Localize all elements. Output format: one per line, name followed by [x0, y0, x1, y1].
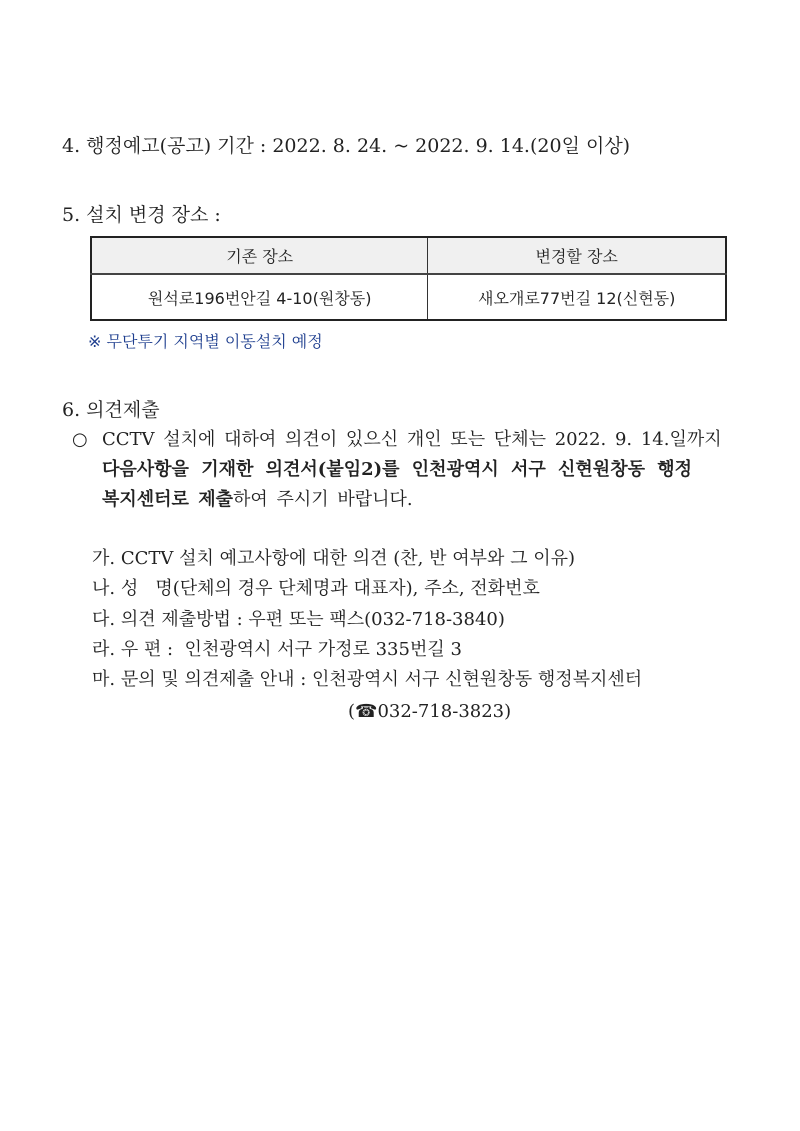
item-na: 나. 성 명(단체의 경우 단체명과 대표자), 주소, 전화번호: [92, 578, 540, 599]
para-line-3: [102, 488, 413, 512]
table-header-row: [91, 237, 726, 274]
para-line-3-bold: 복지센터로 제출: [102, 489, 233, 510]
contact-phone: (☎032-718-3823): [348, 701, 512, 722]
item-ga: 가. CCTV 설치 예고사항에 대한 의견 (찬, 반 여부와 그 이유): [92, 548, 576, 569]
table-row: [91, 274, 726, 320]
para-line-3-rest: 하여 주시기 바랍니다.: [232, 489, 413, 510]
location-table: [90, 236, 727, 321]
para-line-2: 다음사항을 기재한 의견서(붙임2)를 인천광역시 서구 신현원창동 행정: [102, 459, 693, 480]
header-existing-location: 기존 장소: [91, 237, 428, 274]
item-ma: 마. 문의 및 의견제출 안내 : 인천광역시 서구 신현원창동 행정복지센터: [92, 669, 643, 690]
para-line-1: CCTV 설치에 대하여 의견이 있으신 개인 또는 단체는 2022. 9. 14.일까지: [102, 429, 722, 450]
header-new-location: 변경할 장소: [428, 237, 726, 274]
section-5-heading: 5. 설치 변경 장소 :: [62, 204, 221, 226]
bullet-circle: ○: [72, 429, 88, 450]
section-6-heading: 6. 의견제출: [62, 399, 160, 421]
existing-location: 원석로196번안길 4-10(원창동): [91, 274, 428, 320]
item-ra: 라. 우 편 : 인천광역시 서구 가정로 335번길 3: [92, 639, 462, 660]
relocation-note: ※ 무단투기 지역별 이동설치 예정: [88, 332, 323, 351]
section-4-period: 4. 행정예고(공고) 기간 : 2022. 8. 24. ~ 2022. 9. 14.(20일 이상): [62, 135, 631, 157]
item-da: 다. 의견 제출방법 : 우편 또는 팩스(032-718-3840): [92, 609, 505, 630]
new-location: 새오개로77번길 12(신현동): [428, 274, 726, 320]
